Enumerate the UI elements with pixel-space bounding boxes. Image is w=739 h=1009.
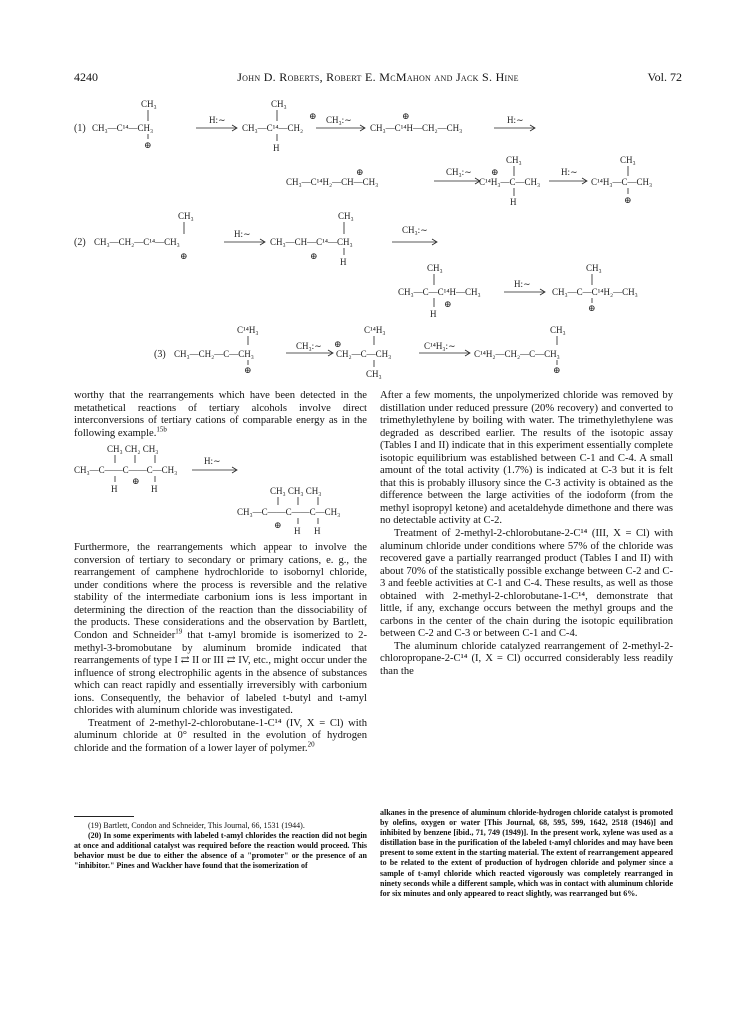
svg-text:⊕: ⊕: [588, 303, 596, 313]
svg-text:CH₃:∼: CH₃:∼: [446, 167, 472, 177]
svg-text:⊕: ⊕: [553, 365, 561, 375]
svg-text:⊕: ⊕: [356, 167, 364, 177]
svg-text:H: H: [430, 309, 437, 319]
scheme-label-1: (1): [74, 123, 86, 134]
svg-text:CH₃—C—C¹⁴H—CH₃: CH₃—C—C¹⁴H—CH₃: [398, 287, 481, 297]
right-footnotes: [380, 808, 673, 899]
svg-text:⊕: ⊕: [144, 140, 152, 150]
svg-text:CH₃:∼: CH₃:∼: [296, 341, 322, 351]
page-number: 4240: [74, 70, 98, 84]
svg-text:CH₃: CH₃: [366, 369, 382, 379]
svg-text:CH₃: CH₃: [620, 155, 636, 165]
inline-reaction-scheme: [74, 442, 367, 540]
svg-text:CH₃—CH—C¹⁴—CH₃: CH₃—CH—C¹⁴—CH₃: [270, 237, 353, 247]
svg-text:C¹⁴H₂—CH₂—C—CH₃: C¹⁴H₂—CH₂—C—CH₃: [474, 349, 560, 359]
svg-text:CH₃: CH₃: [338, 211, 354, 221]
svg-text:⊕: ⊕: [402, 111, 410, 121]
svg-text:H: H: [340, 257, 347, 267]
svg-text:H:∼: H:∼: [514, 279, 531, 289]
svg-text:H: H: [111, 484, 118, 495]
svg-text:⊕: ⊕: [491, 167, 499, 177]
svg-text:H: H: [294, 526, 301, 537]
footnote-19: (19) Bartlett, Condon and Schneider, This Journal, 66, 1531 (1944).: [88, 821, 305, 830]
svg-text:CH₃—C——C——C—CH₃: CH₃—C——C——C—CH₃: [237, 507, 341, 518]
footnote-ref: 19: [175, 627, 183, 636]
svg-text:CH₃:∼: CH₃:∼: [402, 225, 428, 235]
svg-text:⊕: ⊕: [309, 111, 317, 121]
paragraph: [74, 542, 367, 718]
svg-text:⊕: ⊕: [274, 520, 282, 531]
svg-text:⊕: ⊕: [132, 476, 140, 487]
reaction-scheme: [74, 95, 684, 385]
right-column: [380, 390, 673, 679]
svg-text:H: H: [151, 484, 158, 495]
svg-text:⊕: ⊕: [444, 299, 452, 309]
svg-text:CH₃: CH₃: [141, 99, 157, 109]
left-footnotes: [74, 821, 367, 871]
svg-text:C¹⁴H₃: C¹⁴H₃: [237, 325, 259, 335]
svg-text:CH₃ CH₂ CH₃: CH₃ CH₂ CH₃: [107, 444, 159, 455]
page-header: [74, 70, 682, 86]
running-authors: John D. Roberts, Robert E. McMahon and Jack S. Hine: [237, 70, 519, 84]
svg-text:⊕: ⊕: [624, 195, 632, 205]
svg-text:CH₃—CH₂—C—CH₃: CH₃—CH₂—C—CH₃: [174, 349, 254, 359]
svg-text:H:∼: H:∼: [204, 456, 221, 467]
svg-text:CH₃: CH₃: [550, 325, 566, 335]
svg-text:CH₃: CH₃: [506, 155, 522, 165]
svg-text:CH₃—CH₂—C¹⁴—CH₃: CH₃—CH₂—C¹⁴—CH₃: [94, 237, 180, 247]
paragraph-text: that t-amyl bromide is isomerized to 2-methyl-3-bromobutane by aluminum bromide indicated that rearrangements of type I ⇄ II or III ⇄ IV, etc., might occur under the influence of strong electrophilic agents in the absence of substances which can react rapidly and essentially irreversibly with carbonium ions. Consequently, the behavior of labeled t-butyl and t-amyl chlorides with aluminum chloride was investigated.: [74, 630, 367, 717]
svg-text:H:∼: H:∼: [561, 167, 578, 177]
shift-label-c14: C¹⁴H₃:∼: [424, 341, 456, 351]
svg-text:H: H: [273, 143, 280, 153]
svg-text:CH₃—C—C¹⁴H₂—CH₃: CH₃—C—C¹⁴H₂—CH₃: [552, 287, 638, 297]
footnote-20: (20) In some experiments with labeled t-amyl chlorides the reaction did not begin at once and additional catalyst was required before the reaction would proceed. This behavior must be due to either the absence of a "promoter" or the presence of an "inhibitor." Pines and Wackher have found that the isomerization of: [74, 831, 367, 871]
paragraph-text: Treatment of 2-methyl-2-chlorobutane-1-C¹⁴ (IV, X = Cl) with aluminum chloride at 0° resulted in the evolution of hydrogen chloride and the formation of a lower layer of polymer.: [74, 717, 367, 754]
paragraph: After a few moments, the unpolymerized chloride was removed by distillation under reduced pressure (20% recovery) and converted to trimethylethylene by boiling with water. The trimethylethylene was degraded as described earlier. The results of the isotopic assay (Tables I and II) indicate that in this experiment essentially complete isotopic equilibrium was established between C-1 and C-4. A small amount of the total activity (1.7%) is indicated at C-3 but it is felt that this is probably illusory since the C-3 activity is obtained as the difference between the large activities of the iodoform (from the methyl isopropyl ketone) and acetaldehyde dimethone and there was no detectable activity at C-2.: [380, 390, 673, 527]
scheme-label-2: (2): [74, 237, 86, 248]
paragraph: [74, 718, 367, 756]
svg-text:C¹⁴H₃: C¹⁴H₃: [364, 325, 386, 335]
svg-text:C¹⁴H₃—C—CH₃: C¹⁴H₃—C—CH₃: [591, 177, 653, 187]
footnote-rule: [74, 816, 134, 817]
paragraph: The aluminum chloride catalyzed rearrangement of 2-methyl-2-chloropropane-2-C¹⁴ (I, X = Cl) occurred considerably less readily than the: [380, 640, 673, 678]
svg-text:CH₃ CH₃ CH₃: CH₃ CH₃ CH₃: [270, 486, 322, 497]
shift-label: H:∼: [209, 115, 226, 125]
svg-text:⊕: ⊕: [334, 339, 342, 349]
svg-text:C¹⁴H₃—C—CH₃: C¹⁴H₃—C—CH₃: [479, 177, 541, 187]
svg-text:H:∼: H:∼: [234, 229, 251, 239]
svg-text:CH₃—C¹⁴H—CH₂—CH₃: CH₃—C¹⁴H—CH₂—CH₃: [370, 123, 463, 133]
paragraph: Treatment of 2-methyl-2-chlorobutane-2-C¹⁴ (III, X = Cl) with aluminum chloride under conditions where 57% of the chloride was recovered gave a partially rearranged product (Tables I and II) with about 70% of the statistically possible exchange between C-2 and C-3 and feeble activities at C-1 and C-4. These results, as well as those obtained with 2-methyl-2-chlorobutane-1-C¹⁴, demonstrate that little, if any, exchange occurs between the methyl groups and the carbons in the center of the chain during the isotopic equilibration between C-2 and C-3 or between C-1 and C-4.: [380, 528, 673, 640]
paragraph: [74, 390, 367, 440]
svg-text:H: H: [314, 526, 321, 537]
svg-text:H:∼: H:∼: [507, 115, 524, 125]
svg-text:CH₃—C¹⁴—CH₃: CH₃—C¹⁴—CH₃: [92, 123, 154, 133]
svg-text:⊕: ⊕: [244, 365, 252, 375]
svg-text:H: H: [510, 197, 517, 207]
footnote-continuation: alkanes in the presence of aluminum chloride-hydrogen chloride catalyst is promoted by olefins, oxygen or water [This Journal, 68, 595, 599, 1642, 2518 (1946)] and inhibited by benzene [ibid., 71, 749 (1949)]. In the present work, xylene was used as a distillation base in the purification of the labeled t-amyl chlorides and may have been present to some extent in the starting material. The extent of rearrangement appeared to be related to the extent of production of hydrogen chloride and polymer since a sample of t-amyl chloride which reacted vigorously was completely rearranged in ninety seconds while a different sample, which was in contact with aluminum chloride for six minutes and only appeared to react slightly, was rearranged but 6%.: [380, 808, 673, 898]
svg-text:CH₃:∼: CH₃:∼: [326, 115, 352, 125]
svg-text:CH₃—C¹⁴—CH₂: CH₃—C¹⁴—CH₂: [242, 123, 304, 133]
svg-text:CH₃: CH₃: [427, 263, 443, 273]
svg-text:⊕: ⊕: [180, 251, 188, 261]
paragraph-text: Furthermore, the rearrangements which appear to involve the conversion of tertiary to secondary or primary cations, e. g., the rearrangement of camphene hydrochloride to isobornyl chloride, under conditions where the process is reversible and the relative stability of the intermediate carbonium ions is less important in determining the direction of the reaction than the dissociability of the products. These considerations and the observation by Bartlett, Condon and Schneider: [74, 542, 367, 642]
svg-text:CH₃—C——C——C—CH₃: CH₃—C——C——C—CH₃: [74, 465, 178, 476]
svg-text:CH₃: CH₃: [271, 99, 287, 109]
footnote-ref: 20: [307, 740, 315, 749]
svg-text:CH₃—C¹⁴H₂—CH—CH₃: CH₃—C¹⁴H₂—CH—CH₃: [286, 177, 379, 187]
svg-text:CH₃: CH₃: [178, 211, 194, 221]
footnote-ref: 15b: [156, 425, 167, 434]
svg-text:CH₂—C—CH₃: CH₂—C—CH₃: [336, 349, 392, 359]
left-column: [74, 390, 367, 755]
svg-text:⊕: ⊕: [310, 251, 318, 261]
svg-text:CH₃: CH₃: [586, 263, 602, 273]
paragraph-text: worthy that the rearrangements which have been detected in the metathetical reactions of tertiary alcohols involve direct interconversions of tertiary cations of comparable energy as in the following example.: [74, 390, 367, 439]
volume-number: Vol. 72: [647, 70, 682, 84]
scheme-label-3: (3): [154, 349, 166, 360]
